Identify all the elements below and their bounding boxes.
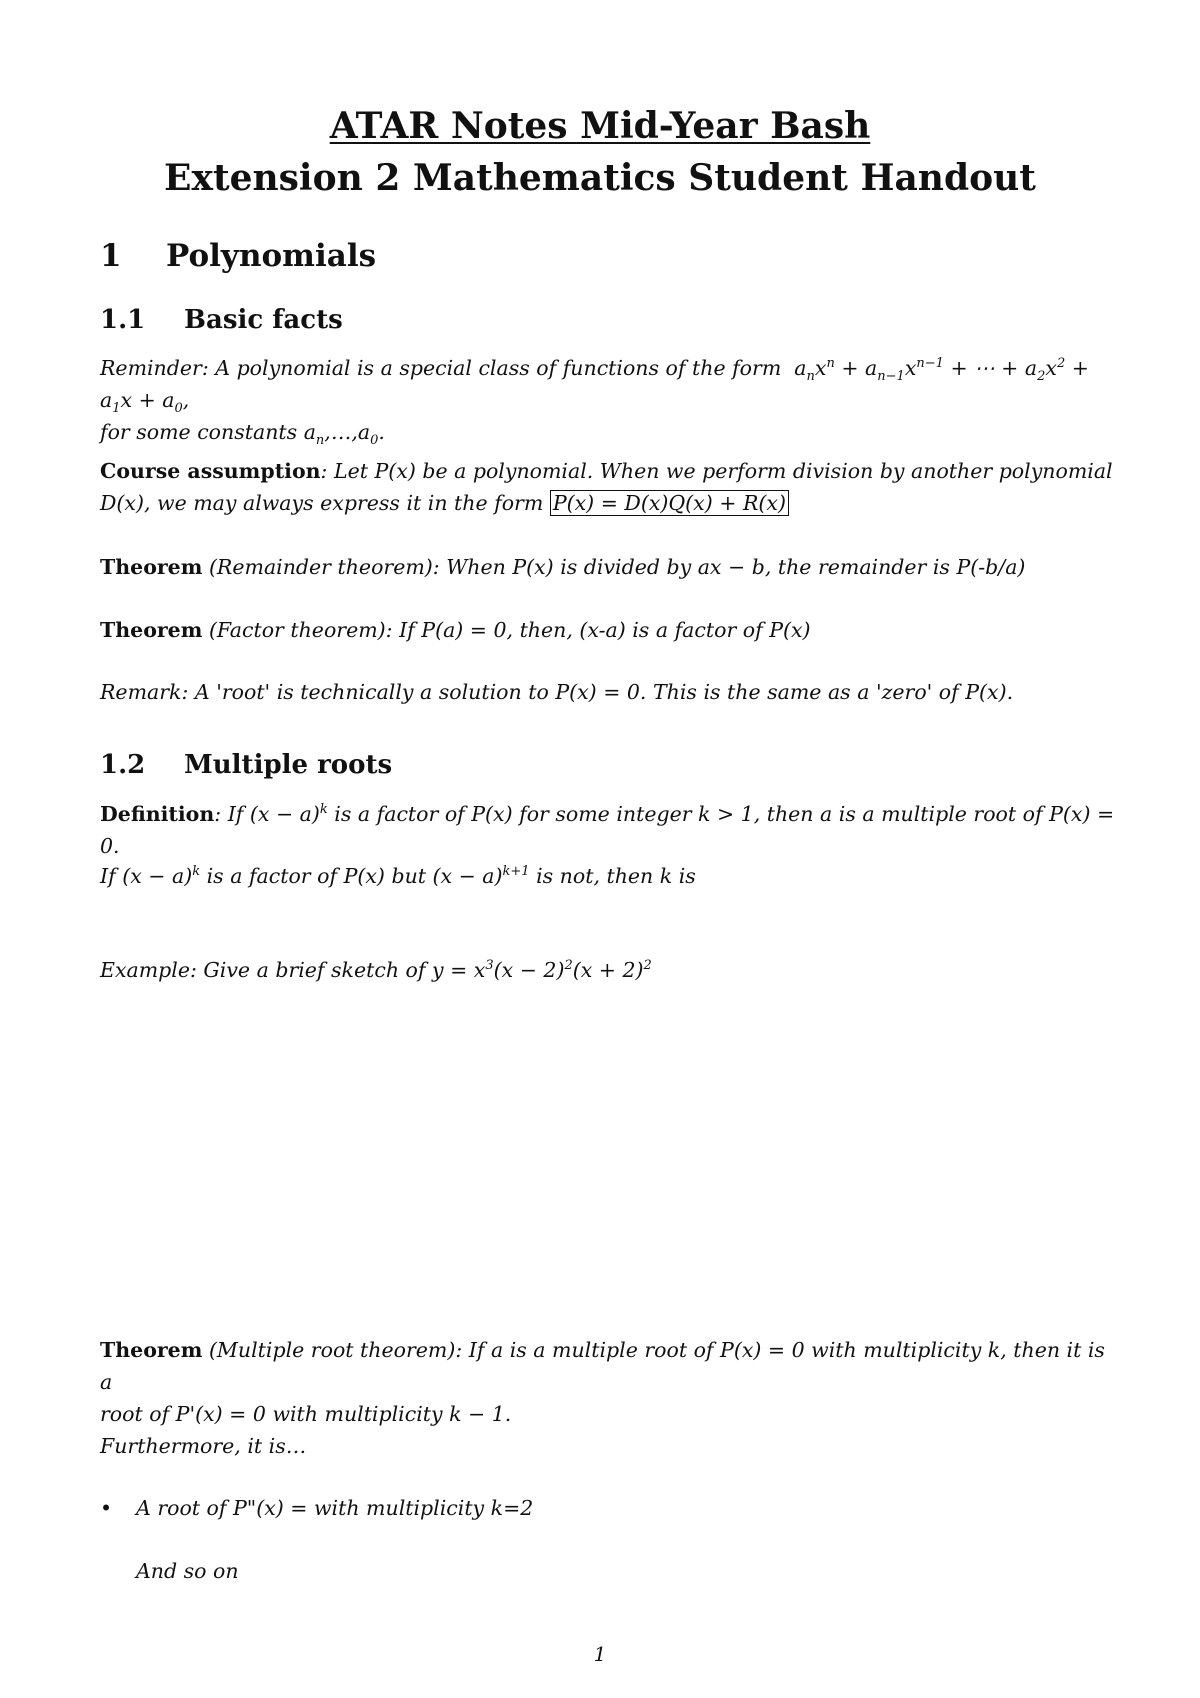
remainder-theorem: Theorem (Remainder theorem): When P(x) is divided by ax − b, the remainder is P(-b/a) [100, 555, 1026, 579]
remark: Remark: A 'root' is technically a solution to P(x) = 0. This is the same as a 'zero' of P(x). [100, 680, 1014, 704]
and-so-on-text: And so on [136, 1559, 239, 1583]
list-item: • A root of P"(x) = with multiplicity k=2 [100, 1492, 533, 1524]
multiplicity-paragraph: If $(x - a)^k$ is a factor of P(x) but $(x - a)^{k+1}$ is not, then k is [100, 864, 696, 888]
factor-theorem: Theorem (Factor theorem): If P(a) = 0, then, (x-a) is a factor of P(x) [100, 618, 811, 642]
subsection-heading-basic-facts: 1.1 Basic facts [100, 305, 343, 335]
course-assumption-paragraph: Course assumption: Let P(x) be a polynomial. When we perform division by another polynomial D(x), we may always express it in the form P(x) = D(x)Q(x) + R(x) [100, 459, 1113, 515]
example-paragraph: Example: Give a brief sketch of $y = x^3(x - 2)^2(x + 2)^2$ [100, 958, 652, 982]
subsection-heading-multiple-roots: 1.2 Multiple roots [100, 750, 393, 780]
bullet-dot-icon: • [100, 1496, 113, 1520]
reminder-paragraph: Reminder: A polynomial is a special class of functions of the form $a_nx^n + a_{n-1}x^{n-1}$ + ⋯ + $a_2x^2 + a_1x + a_0$, for some constants $a_n,\dots,a_0$. [100, 356, 1089, 449]
furthermore-text: Furthermore, it is… [100, 1434, 307, 1458]
boxed-formula: P(x) = D(x)Q(x) + R(x) [550, 490, 789, 516]
page-number: 1 [593, 1642, 607, 1666]
section-heading-polynomials: 1 Polynomials [100, 238, 377, 274]
title-line-2: Extension 2 Mathematics Student Handout [164, 157, 1036, 199]
title-line-1: ATAR Notes Mid-Year Bash [329, 105, 871, 147]
multiple-root-theorem: Theorem (Multiple root theorem): If a is a multiple root of P(x) = 0 with multiplicity k, then it is a root of P'(x) = 0 with multiplicity k − 1. [100, 1338, 1105, 1426]
definition-paragraph: Definition: If $(x - a)^k$ is a factor of P(x) for some integer k > 1, then a is a multiple root of P(x) = 0. [100, 802, 1115, 858]
